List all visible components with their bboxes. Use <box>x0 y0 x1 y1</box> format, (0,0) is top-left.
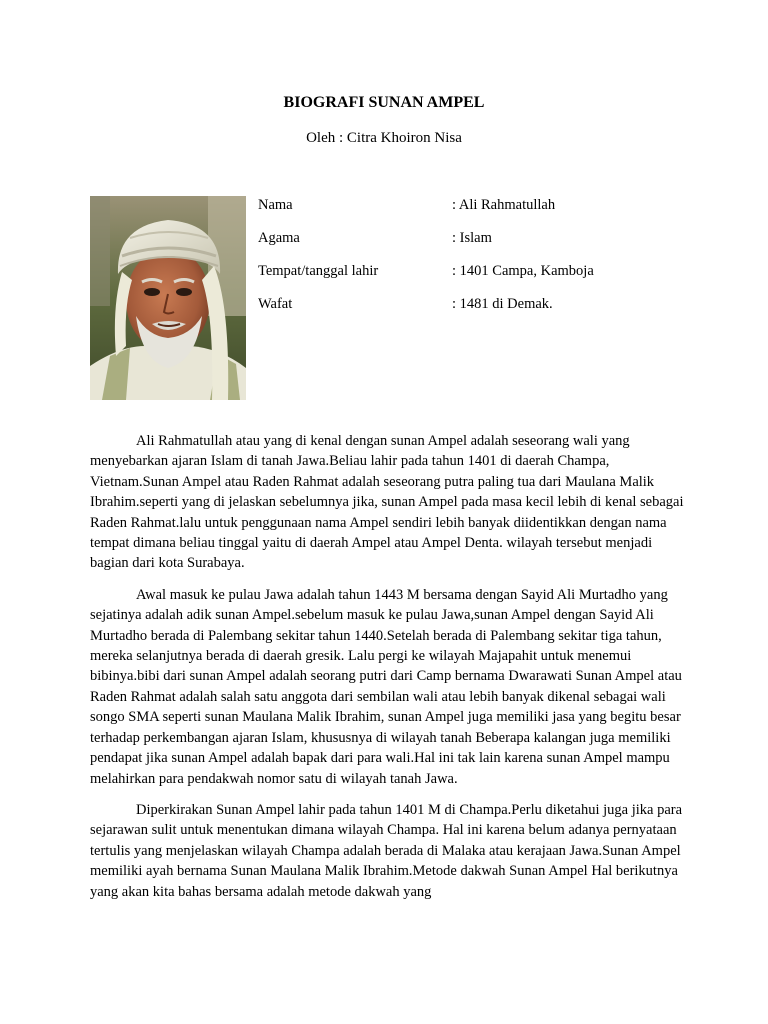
info-row-religion <box>258 230 678 263</box>
paragraph: Awal masuk ke pulau Jawa adalah tahun 1443 M bersama dengan Sayid Ali Murtadho yang sejatinya adalah adik sunan Ampel.sebelum masuk ke pulau Jawa,sunan Ampel dengan Sayid Ali Murtadho berada di Palembang sekitar tahun 1440.Setelah berada di Palembang sekitar tiga tahun, mereka selanjutnya berada di daerah gresik. Lalu pergi ke wilayah Majapahit untuk menemui bibinya.bibi dari sunan Ampel adalah seorang putri dari Camp bernama Dwarawati Sunan Ampel atau Raden Rahmat adalah salah satu anggota dari sembilan wali atau lebih banyak dikenal sebagai wali songo SMA seperti sunan Maulana Malik Ibrahim, sunan Ampel juga memiliki jasa yang begitu besar terhadap perkembangan ajaran Islam, khususnya di wilayah tanah Beberapa kalangan juga memiliki pendapat jika sunan Ampel adalah bapak dari para wali.Hal ini tak lain karena sunan Ampel mampu melahirkan para pendakwah nomor satu di wilayah tanah Jawa. <box>90 586 682 787</box>
info-value: : Ali Rahmatullah <box>452 197 556 213</box>
portrait-image <box>90 196 246 400</box>
info-value: : 1481 di Demak. <box>452 296 553 312</box>
document-title: BIOGRAFI SUNAN AMPEL <box>283 94 485 111</box>
info-row-birth <box>258 263 678 296</box>
author-line: Oleh : Citra Khoiron Nisa <box>306 130 462 146</box>
info-row-death <box>258 296 678 329</box>
body-text <box>90 431 684 913</box>
info-value: : 1401 Campa, Kamboja <box>452 263 594 279</box>
paragraph: Diperkirakan Sunan Ampel lahir pada tahun 1401 M di Champa.Perlu diketahui juga jika para sejarawan sulit untuk menentukan dimana wilayah Champa. Hal ini karena belum adanya pernyataan tertulis yang menjelaskan wilayah Champa adalah berada di Malaka atau kerajaan Jawa.Sunan Ampel memiliki ayah bernama Sunan Maulana Malik Ibrahim.Metode dakwah Sunan Ampel Hal berikutnya yang akan kita bahas bersama adalah metode dakwah yang <box>90 801 683 900</box>
info-row-name <box>258 197 678 230</box>
info-label: Wafat <box>258 296 293 312</box>
info-value: : Islam <box>452 230 492 246</box>
info-label: Tempat/tanggal lahir <box>258 263 379 279</box>
info-label: Agama <box>258 230 300 246</box>
info-label: Nama <box>258 197 293 213</box>
paragraph: Ali Rahmatullah atau yang di kenal dengan sunan Ampel adalah seseorang wali yang menyebarkan ajaran Islam di tanah Jawa.Beliau lahir pada tahun 1401 di daerah Champa, Vietnam.Sunan Ampel atau Raden Rahmat adalah seseorang putra paling tua dari Maulana Malik Ibrahim.seperti yang di jelaskan sebelumnya jika, sunan Ampel pada masa kecil lebih di kenal sebagai Raden Rahmat.lalu untuk penggunaan nama Ampel sendiri lebih banyak diidentikkan dengan nama tempat dimana beliau tinggal yaitu di daerah Ampel atau Ampel Denta. wilayah tersebut menjadi bagian dari kota Surabaya. <box>90 433 684 572</box>
info-table <box>258 197 678 329</box>
